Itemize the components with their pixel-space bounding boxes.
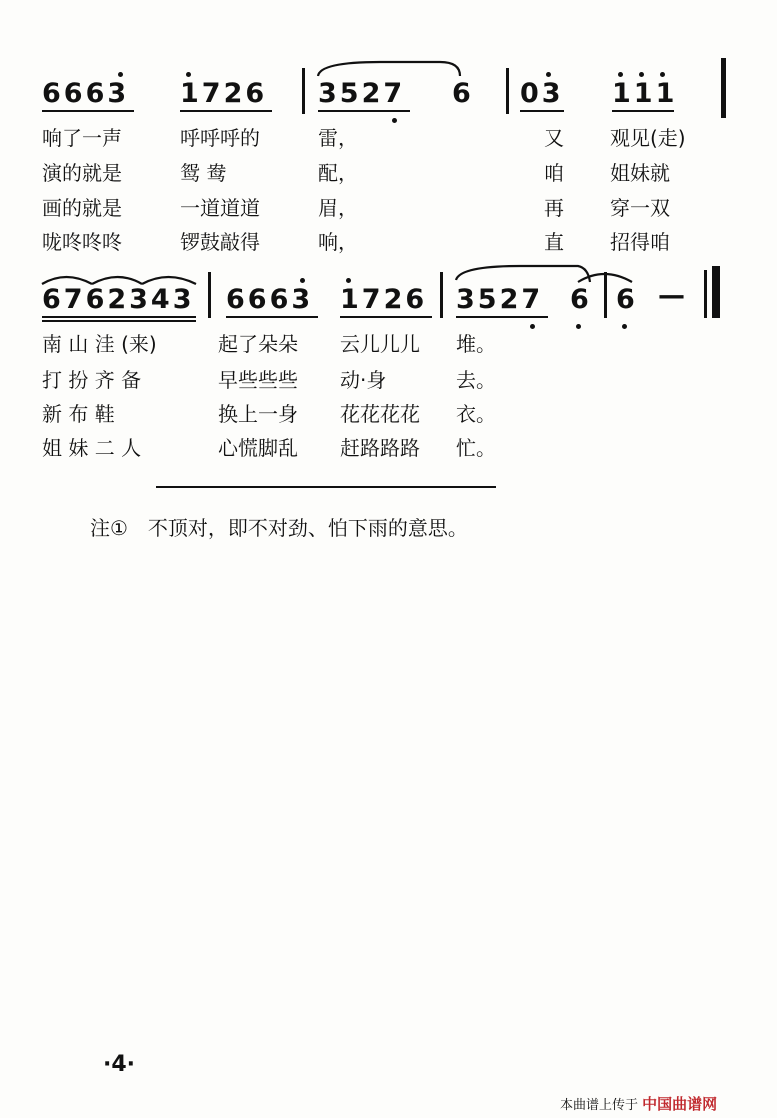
lyric-text: 又 — [544, 126, 564, 150]
slur — [318, 62, 460, 76]
lyric-text: 姐 妹 二 人 — [42, 436, 142, 460]
slur — [42, 277, 92, 284]
note-group: 6663 — [226, 284, 314, 315]
lyric-text: 演的就是 — [42, 161, 122, 185]
lyric-text: 咱 — [544, 161, 564, 185]
lyric-text: 早些些些 — [218, 368, 298, 392]
note-group: 6762343 — [42, 284, 195, 315]
footnote-rule — [156, 486, 496, 488]
page-number: ·4· — [103, 1052, 136, 1077]
lyric-text: 招得咱 — [610, 230, 670, 254]
lyric-text: 直 — [544, 230, 564, 254]
note-group: 1726 — [340, 284, 428, 315]
slur-marks — [0, 0, 777, 500]
note-group: 6 — [452, 78, 474, 109]
tie — [578, 274, 632, 282]
lyric-text: 姐妹就 — [610, 161, 670, 185]
slur — [92, 277, 142, 284]
lyric-text: 打 扮 齐 备 — [42, 368, 142, 392]
lyric-text: 心慌脚乱 — [218, 436, 298, 460]
lyric-text: 配， — [318, 161, 358, 185]
lyric-text: 起了朵朵 — [218, 332, 298, 356]
lyric-text: 响， — [318, 230, 358, 254]
lyric-text: 新 布 鞋 — [42, 402, 115, 426]
lyric-text: 鸳 鸯 — [180, 161, 227, 185]
lyric-text: 再 — [544, 196, 564, 220]
note-group: 1726 — [180, 78, 268, 109]
lyric-text: 南 山 洼 (来) — [42, 332, 157, 356]
lyric-text: 眉， — [318, 196, 358, 220]
note-group: 6 — [570, 284, 592, 315]
site-logo: 中国曲谱网 — [642, 1095, 718, 1113]
note-group: 3527 — [318, 78, 406, 109]
lyric-text: 雷， — [318, 126, 358, 150]
note-group: 03 — [520, 78, 564, 109]
lyric-text: 一道道道 — [180, 196, 260, 220]
lyric-text: 花花花花 — [340, 402, 420, 426]
note-group: 111 — [612, 78, 678, 109]
lyric-text: 云儿儿儿 — [340, 332, 420, 356]
slur — [142, 277, 196, 284]
lyric-text: 堆。 — [456, 332, 496, 356]
lyric-text: 呼呼呼的 — [180, 126, 260, 150]
lyric-text: 赶路路路 — [340, 436, 420, 460]
site-watermark — [560, 1093, 717, 1114]
lyric-text: 锣鼓敲得 — [180, 230, 260, 254]
hold-dash: — — [658, 280, 688, 311]
note-group: 6663 — [42, 78, 130, 109]
note-group: 3527 — [456, 284, 544, 315]
lyric-text: 换上一身 — [218, 402, 298, 426]
lyric-text: 观见(走) — [610, 126, 686, 150]
slur — [456, 266, 590, 282]
lyric-text: 忙。 — [456, 436, 496, 460]
footnote: 注① 不顶对，即不对劲、怕下雨的意思。 — [90, 516, 468, 540]
lyric-text: 咙咚咚咚 — [42, 230, 122, 254]
lyric-text: 衣。 — [456, 402, 496, 426]
lyric-text: 穿一双 — [610, 196, 670, 220]
watermark-text: 本曲谱上传于 — [560, 1098, 639, 1113]
lyric-text: 去。 — [456, 368, 496, 392]
lyric-text: 画的就是 — [42, 196, 122, 220]
note-group: 6 — [616, 284, 638, 315]
lyric-text: 响了一声 — [42, 126, 122, 150]
lyric-text: 动·身 — [340, 368, 387, 392]
